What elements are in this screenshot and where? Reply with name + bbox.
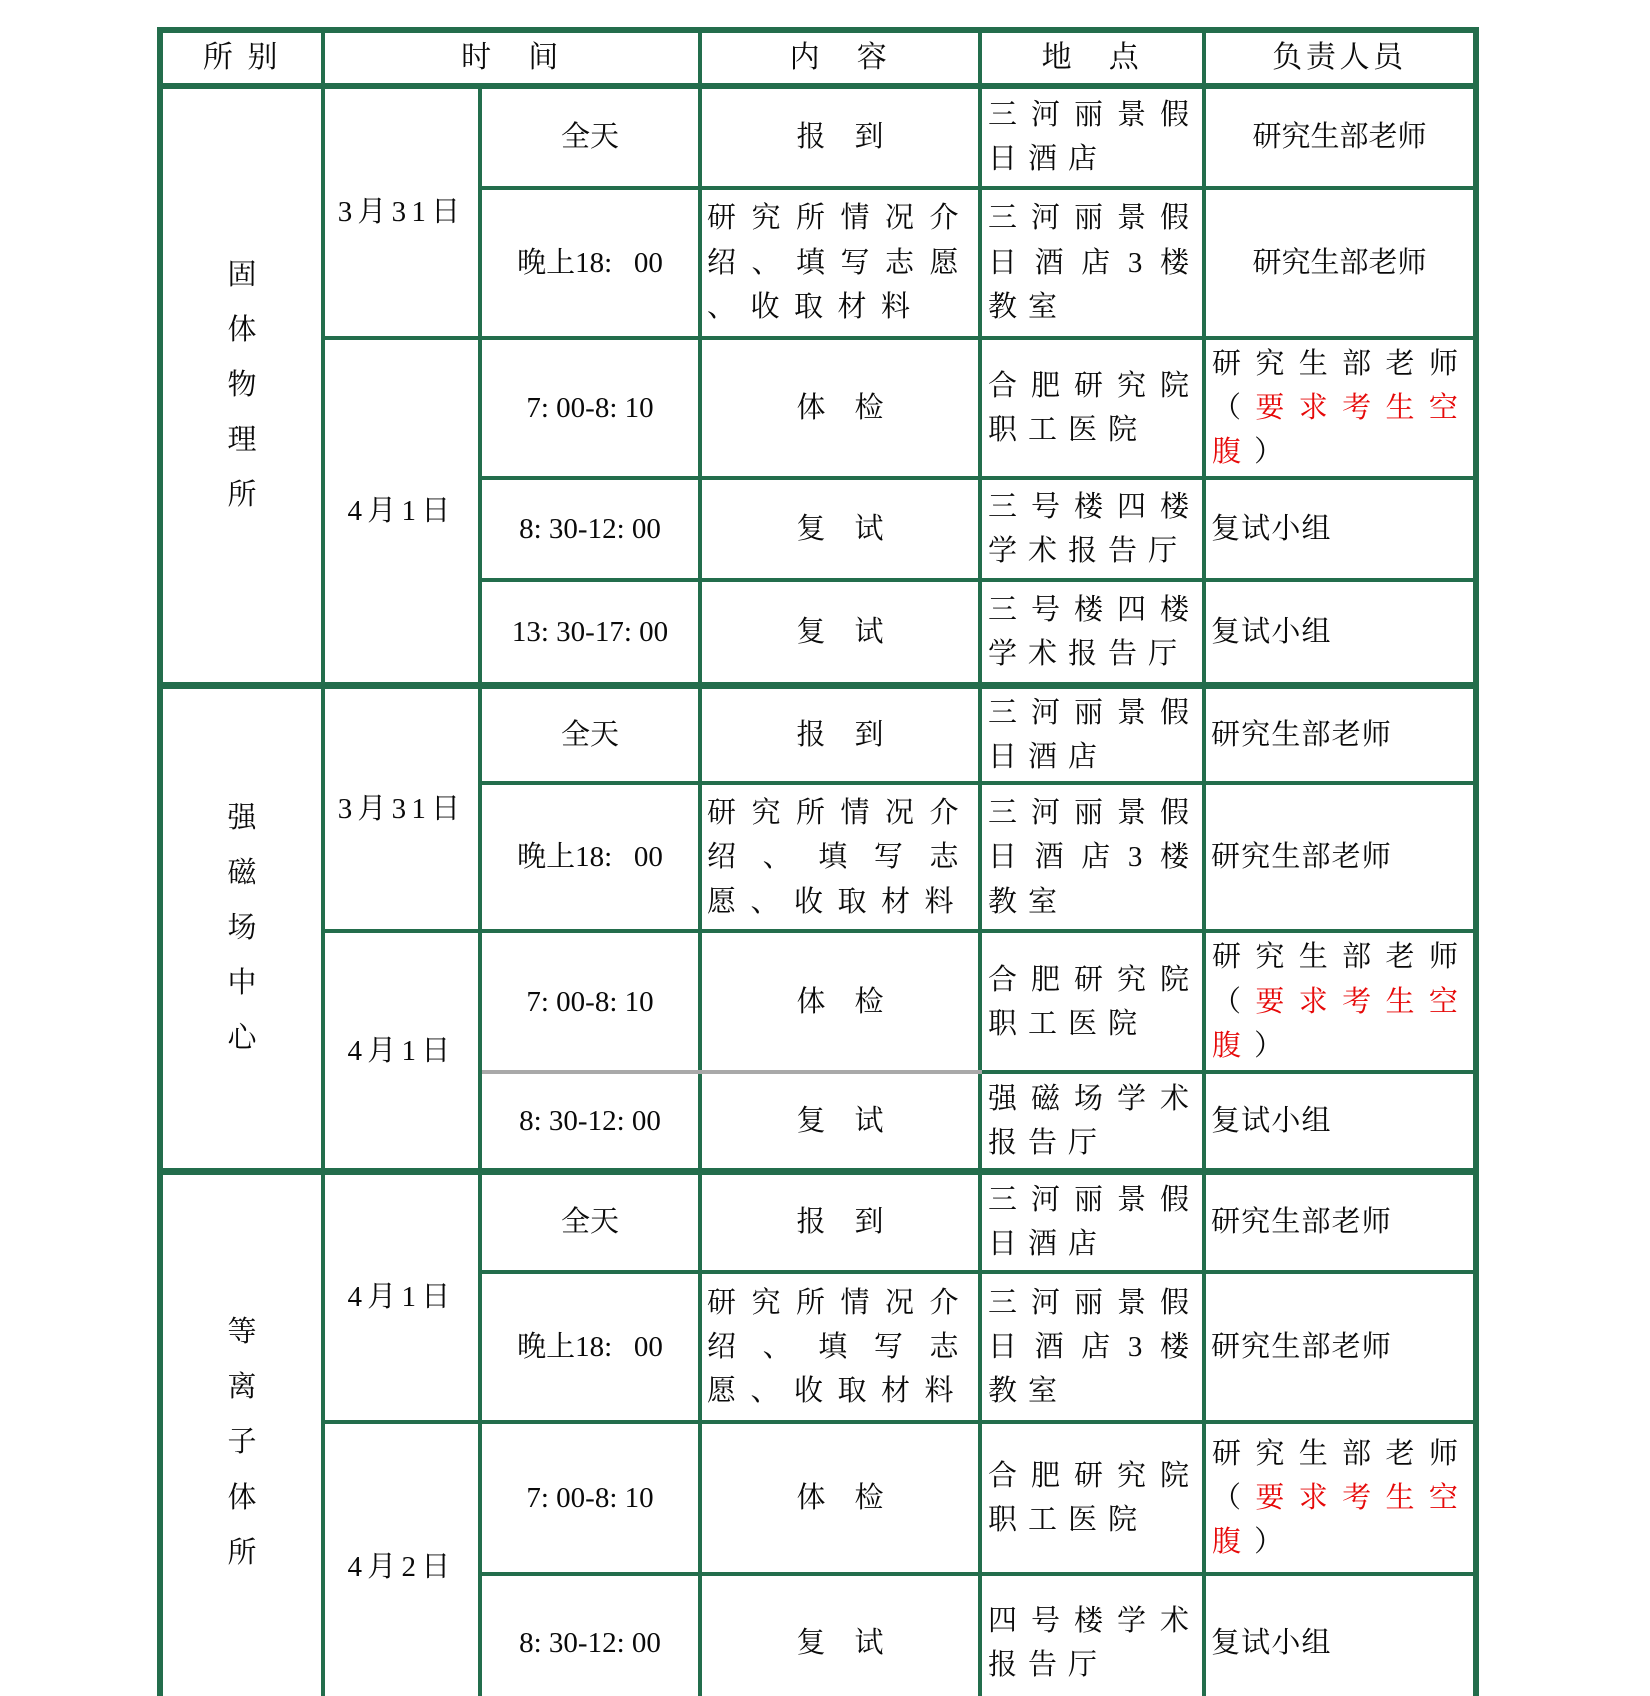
cell-location: 三河丽景假日酒店3楼教室 [980, 188, 1204, 338]
table-row [160, 1172, 1476, 1272]
fasting-note: 要求考生空腹 [1212, 391, 1471, 468]
cell-location: 三河丽景假日酒店3楼教室 [980, 1272, 1204, 1422]
cell-location: 三河丽景假日酒店 [980, 86, 1204, 188]
cell-personnel: 研究生部老师 [1204, 188, 1476, 338]
cell-date: 4月1日 [323, 1172, 480, 1422]
cell-date: 4月2日 [323, 1422, 480, 1696]
cell-date: 4月1日 [323, 338, 480, 686]
paren-close: ） [1254, 435, 1297, 468]
cell-time: 晚上18: 00 [480, 1272, 700, 1422]
institute-label: 等离子体所 [227, 1316, 257, 1569]
cell-location: 三河丽景假日酒店 [980, 686, 1204, 784]
cell-institute-high-magnetic-field [160, 686, 323, 1172]
cell-time: 13: 30-17: 00 [480, 580, 700, 686]
cell-content: 研究所情况介绍、填写志愿、收取材料 [700, 783, 980, 931]
cell-location: 合肥研究院职工医院 [980, 338, 1204, 478]
cell-content: 体 检 [700, 931, 980, 1071]
cell-personnel: 研究生部老师 [1204, 86, 1476, 188]
header-row [160, 30, 1476, 86]
institute-label: 固体物理所 [227, 258, 257, 512]
personnel-text: 研究生部老师 [1212, 1437, 1471, 1470]
cell-institute-solid-state-physics [160, 86, 323, 686]
cell-content: 报 到 [700, 686, 980, 784]
cell-date: 4月1日 [323, 931, 480, 1171]
cell-time: 全天 [480, 686, 700, 784]
paren-open: （ [1212, 391, 1256, 424]
paren-open: （ [1212, 1481, 1256, 1514]
cell-location: 三号楼四楼学术报告厅 [980, 580, 1204, 686]
cell-location: 三号楼四楼学术报告厅 [980, 478, 1204, 580]
cell-content: 研究所情况介绍、填写志愿 、收取材料 [700, 188, 980, 338]
cell-content: 研究所情况介绍、填写志愿、收取材料 [700, 1272, 980, 1422]
cell-content: 复 试 [700, 478, 980, 580]
table-row [160, 931, 1476, 1071]
cell-personnel: 复试小组 [1204, 1072, 1476, 1172]
personnel-text: 研究生部老师 [1212, 347, 1471, 380]
paren-close: ） [1254, 1525, 1297, 1558]
cell-time: 全天 [480, 1172, 700, 1272]
cell-personnel: 研究生部老师 [1204, 1172, 1476, 1272]
cell-time: 8: 30-12: 00 [480, 1574, 700, 1696]
cell-institute-plasma-physics [160, 1172, 323, 1696]
schedule-table [157, 27, 1479, 1696]
cell-time: 8: 30-12: 00 [480, 1072, 700, 1172]
cell-personnel: 研究生部老师 [1204, 686, 1476, 784]
cell-location: 合肥研究院职工医院 [980, 931, 1204, 1071]
cell-date: 3月31日 [323, 86, 480, 338]
paren-open: （ [1212, 985, 1256, 1018]
cell-personnel: 复试小组 [1204, 1574, 1476, 1696]
cell-content: 报 到 [700, 1172, 980, 1272]
fasting-note: 要求考生空腹 [1212, 985, 1471, 1062]
header-personnel: 负责人员 [1204, 30, 1476, 86]
cell-location: 合肥研究院职工医院 [980, 1422, 1204, 1574]
cell-personnel: 复试小组 [1204, 478, 1476, 580]
cell-time: 7: 00-8: 10 [480, 931, 700, 1071]
cell-personnel [1204, 338, 1476, 478]
cell-location: 三河丽景假日酒店3楼教室 [980, 783, 1204, 931]
cell-time: 全天 [480, 86, 700, 188]
cell-content: 体 检 [700, 1422, 980, 1574]
institute-label: 强磁场中心 [227, 802, 257, 1055]
cell-personnel [1204, 931, 1476, 1071]
paren-close: ） [1254, 1029, 1297, 1062]
cell-personnel: 研究生部老师 [1204, 1272, 1476, 1422]
cell-content: 复 试 [700, 1574, 980, 1696]
table-row [160, 338, 1476, 478]
cell-time: 晚上18: 00 [480, 783, 700, 931]
cell-personnel: 研究生部老师 [1204, 783, 1476, 931]
header-location: 地 点 [980, 30, 1204, 86]
cell-time: 8: 30-12: 00 [480, 478, 700, 580]
table-row [160, 686, 1476, 784]
cell-location: 三河丽景假日酒店 [980, 1172, 1204, 1272]
cell-time: 7: 00-8: 10 [480, 338, 700, 478]
cell-date: 3月31日 [323, 686, 480, 932]
table-row [160, 86, 1476, 188]
cell-content: 体 检 [700, 338, 980, 478]
cell-location: 四号楼学术报告厅 [980, 1574, 1204, 1696]
table-row [160, 1422, 1476, 1574]
header-institute: 所 别 [160, 30, 323, 86]
cell-time: 晚上18: 00 [480, 188, 700, 338]
cell-content: 报 到 [700, 86, 980, 188]
cell-personnel: 复试小组 [1204, 580, 1476, 686]
header-time: 时 间 [323, 30, 700, 86]
cell-time: 7: 00-8: 10 [480, 1422, 700, 1574]
fasting-note: 要求考生空腹 [1212, 1481, 1471, 1558]
cell-personnel [1204, 1422, 1476, 1574]
cell-location: 强磁场学术报告厅 [980, 1072, 1204, 1172]
cell-content: 复 试 [700, 1072, 980, 1172]
header-content: 内 容 [700, 30, 980, 86]
personnel-text: 研究生部老师 [1212, 941, 1471, 974]
cell-content: 复 试 [700, 580, 980, 686]
